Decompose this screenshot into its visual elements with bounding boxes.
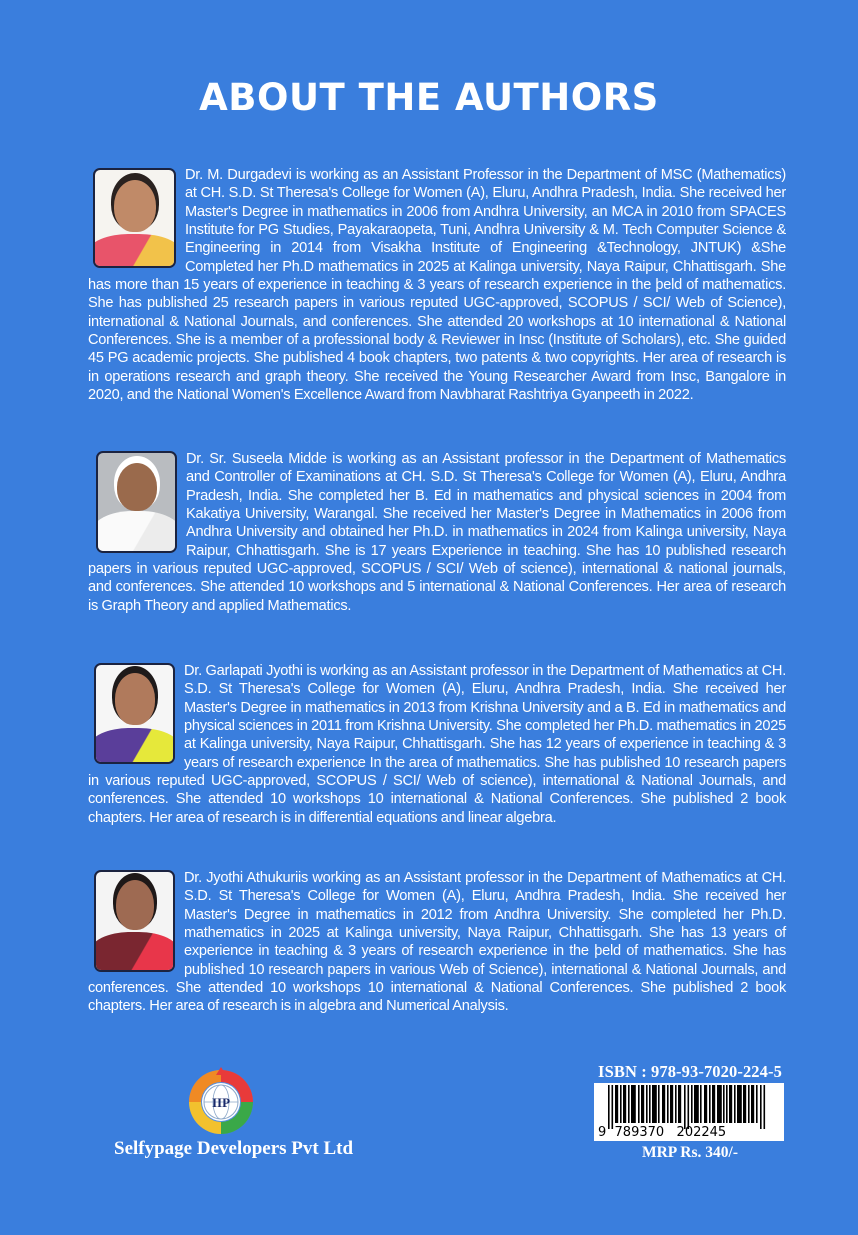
- author-bio-1: [88, 166, 786, 404]
- photo-body: [94, 728, 175, 764]
- barcode-bars-icon: [594, 1085, 784, 1129]
- author-bio-text: Dr. Jyothi Athukuriis working as an Assistant professor in the Department of Mathematics at CH. S.D. St Theresa's College for Women (A), Eluru, Andhra Pradesh, India. She received her Master's Degree in mathematics in 2012 from Andhra University. She completed her Ph.D. mathematics in 2025 at Kalinga university, Naya Raipur, Chhattisgarh. She has 13 years of experience in teaching & 3 years of research experience in the þeld of mathematics. She has published 10 research papers in various Web of Science), international & National Journals, and conferences. She attended 10 workshops 10 international & National Conferences. She published 2 book chapters. Her area of research is in algebra and Numerical Analysis.: [88, 870, 786, 1015]
- photo-head: [117, 463, 157, 511]
- photo-head: [115, 673, 155, 725]
- photo-head: [116, 880, 154, 930]
- photo-head: [114, 180, 156, 232]
- author-bio-2: [88, 450, 786, 615]
- photo-body: [96, 511, 177, 553]
- mrp-price: MRP Rs. 340/-: [641, 1144, 738, 1161]
- author-bio-text: Dr. M. Durgadevi is working as an Assistant Professor in the Department of MSC (Mathematics) at CH. S.D. St Theresa's College for Women (A), Eluru, Andhra Pradesh, India. She received her Master's Degree in mathematics in 2006 from Andhra University, an MCA in 2010 from SPACES Institute for PG Studies, Payakaraopeta, Tuni, Andhra University & M. Tech Computer Science & Engineering in 2014 from Visakha Institute of Engineering &Technology, JNTUK) &She Completed her Ph.D mathematics in 2025 at Kalinga university, Naya Raipur, Chhattisgarh. She has more than 15 years of experience in teaching & 3 years of research experience in the þeld of mathematics. She has published 25 research papers in various reputed UGC-approved, SCOPUS / SCI/ Web of Science), international & National Journals, and conferences. She attended 20 workshops at 10 international & National Conferences. She is a member of a professional body & Reviewer in Insc (Institute of Scholars), etc. She guided 45 PG academic projects. She published 4 book chapters, two patents & two copyrights. Her area of research is in operations research and graph theory. She received the Young Researcher Award from Insc, Bangalore in 2020, and the National Women's Excellence Award from Navbharat Rashtriya Gyanpeeth in 2022.: [88, 167, 786, 404]
- author-bio-4: [88, 869, 786, 1016]
- author-bio-3: [88, 662, 786, 827]
- barcode: [594, 1083, 784, 1141]
- author-photo-4: [94, 870, 175, 972]
- svg-text:IIP: IIP: [211, 1095, 231, 1110]
- isbn-label: ISBN : 978-93-7020-224-5: [598, 1062, 782, 1081]
- page-title: ABOUT THE AUTHORS: [199, 76, 659, 119]
- author-photo-2: [96, 451, 177, 553]
- publisher-logo-icon: [186, 1067, 256, 1137]
- author-bio-text: Dr. Sr. Suseela Midde is working as an Assistant professor in the Department of Mathematics and Controller of Examinations at CH. S.D. St Theresa's College for Women (A), Eluru, Andhra Pradesh, India. She completed her B. Ed in mathematics and physical sciences in 2004 from Kakatiya University, Warangal. She received her Master's Degree in Mathematics in 2006 from Andhra University and obtained her Ph.D. in mathematics in 2024 from Kalinga university, Naya Raipur, Chhattisgarh. She is 17 years Experience in teaching. She has 10 published research papers in various reputed UGC-approved, SCOPUS / SCI/ Web of science), international & national journals, and conferences. She attended 10 workshops and 5 international & National Conferences. Her area of research is Graph Theory and applied Mathematics.: [88, 451, 786, 614]
- photo-body: [94, 932, 175, 972]
- author-photo-3: [94, 663, 175, 764]
- author-bio-text: Dr. Garlapati Jyothi is working as an Assistant professor in the Department of Mathematics at CH. S.D. St Theresa's College for Women (A), Eluru, Andhra Pradesh, India. She received her Master's Degree in mathematics in 2013 from Krishna University and a B. Ed in mathematics and physical sciences in 2011 from Krishna University. She completed her Ph.D. mathematics in 2025 at Kalinga university, Naya Raipur, Chhattisgarh. She has 12 years of experience in teaching & 3 years of research experience In the area of mathematics. She has published 10 research papers in various reputed UGC-approved, SCOPUS / SCI/ Web of science), international & National Journals, and conferences. She attended 10 workshops 10 international & National Conferences. She published 2 book chapters. Her area of research is in differential equations and linear algebra.: [88, 663, 786, 826]
- publisher-block: [114, 1062, 366, 1162]
- barcode-digits: 9 789370 202245: [598, 1125, 727, 1140]
- photo-body: [93, 234, 176, 268]
- publisher-name: Selfypage Developers Pvt Ltd: [114, 1138, 354, 1159]
- author-photo-1: [93, 168, 176, 268]
